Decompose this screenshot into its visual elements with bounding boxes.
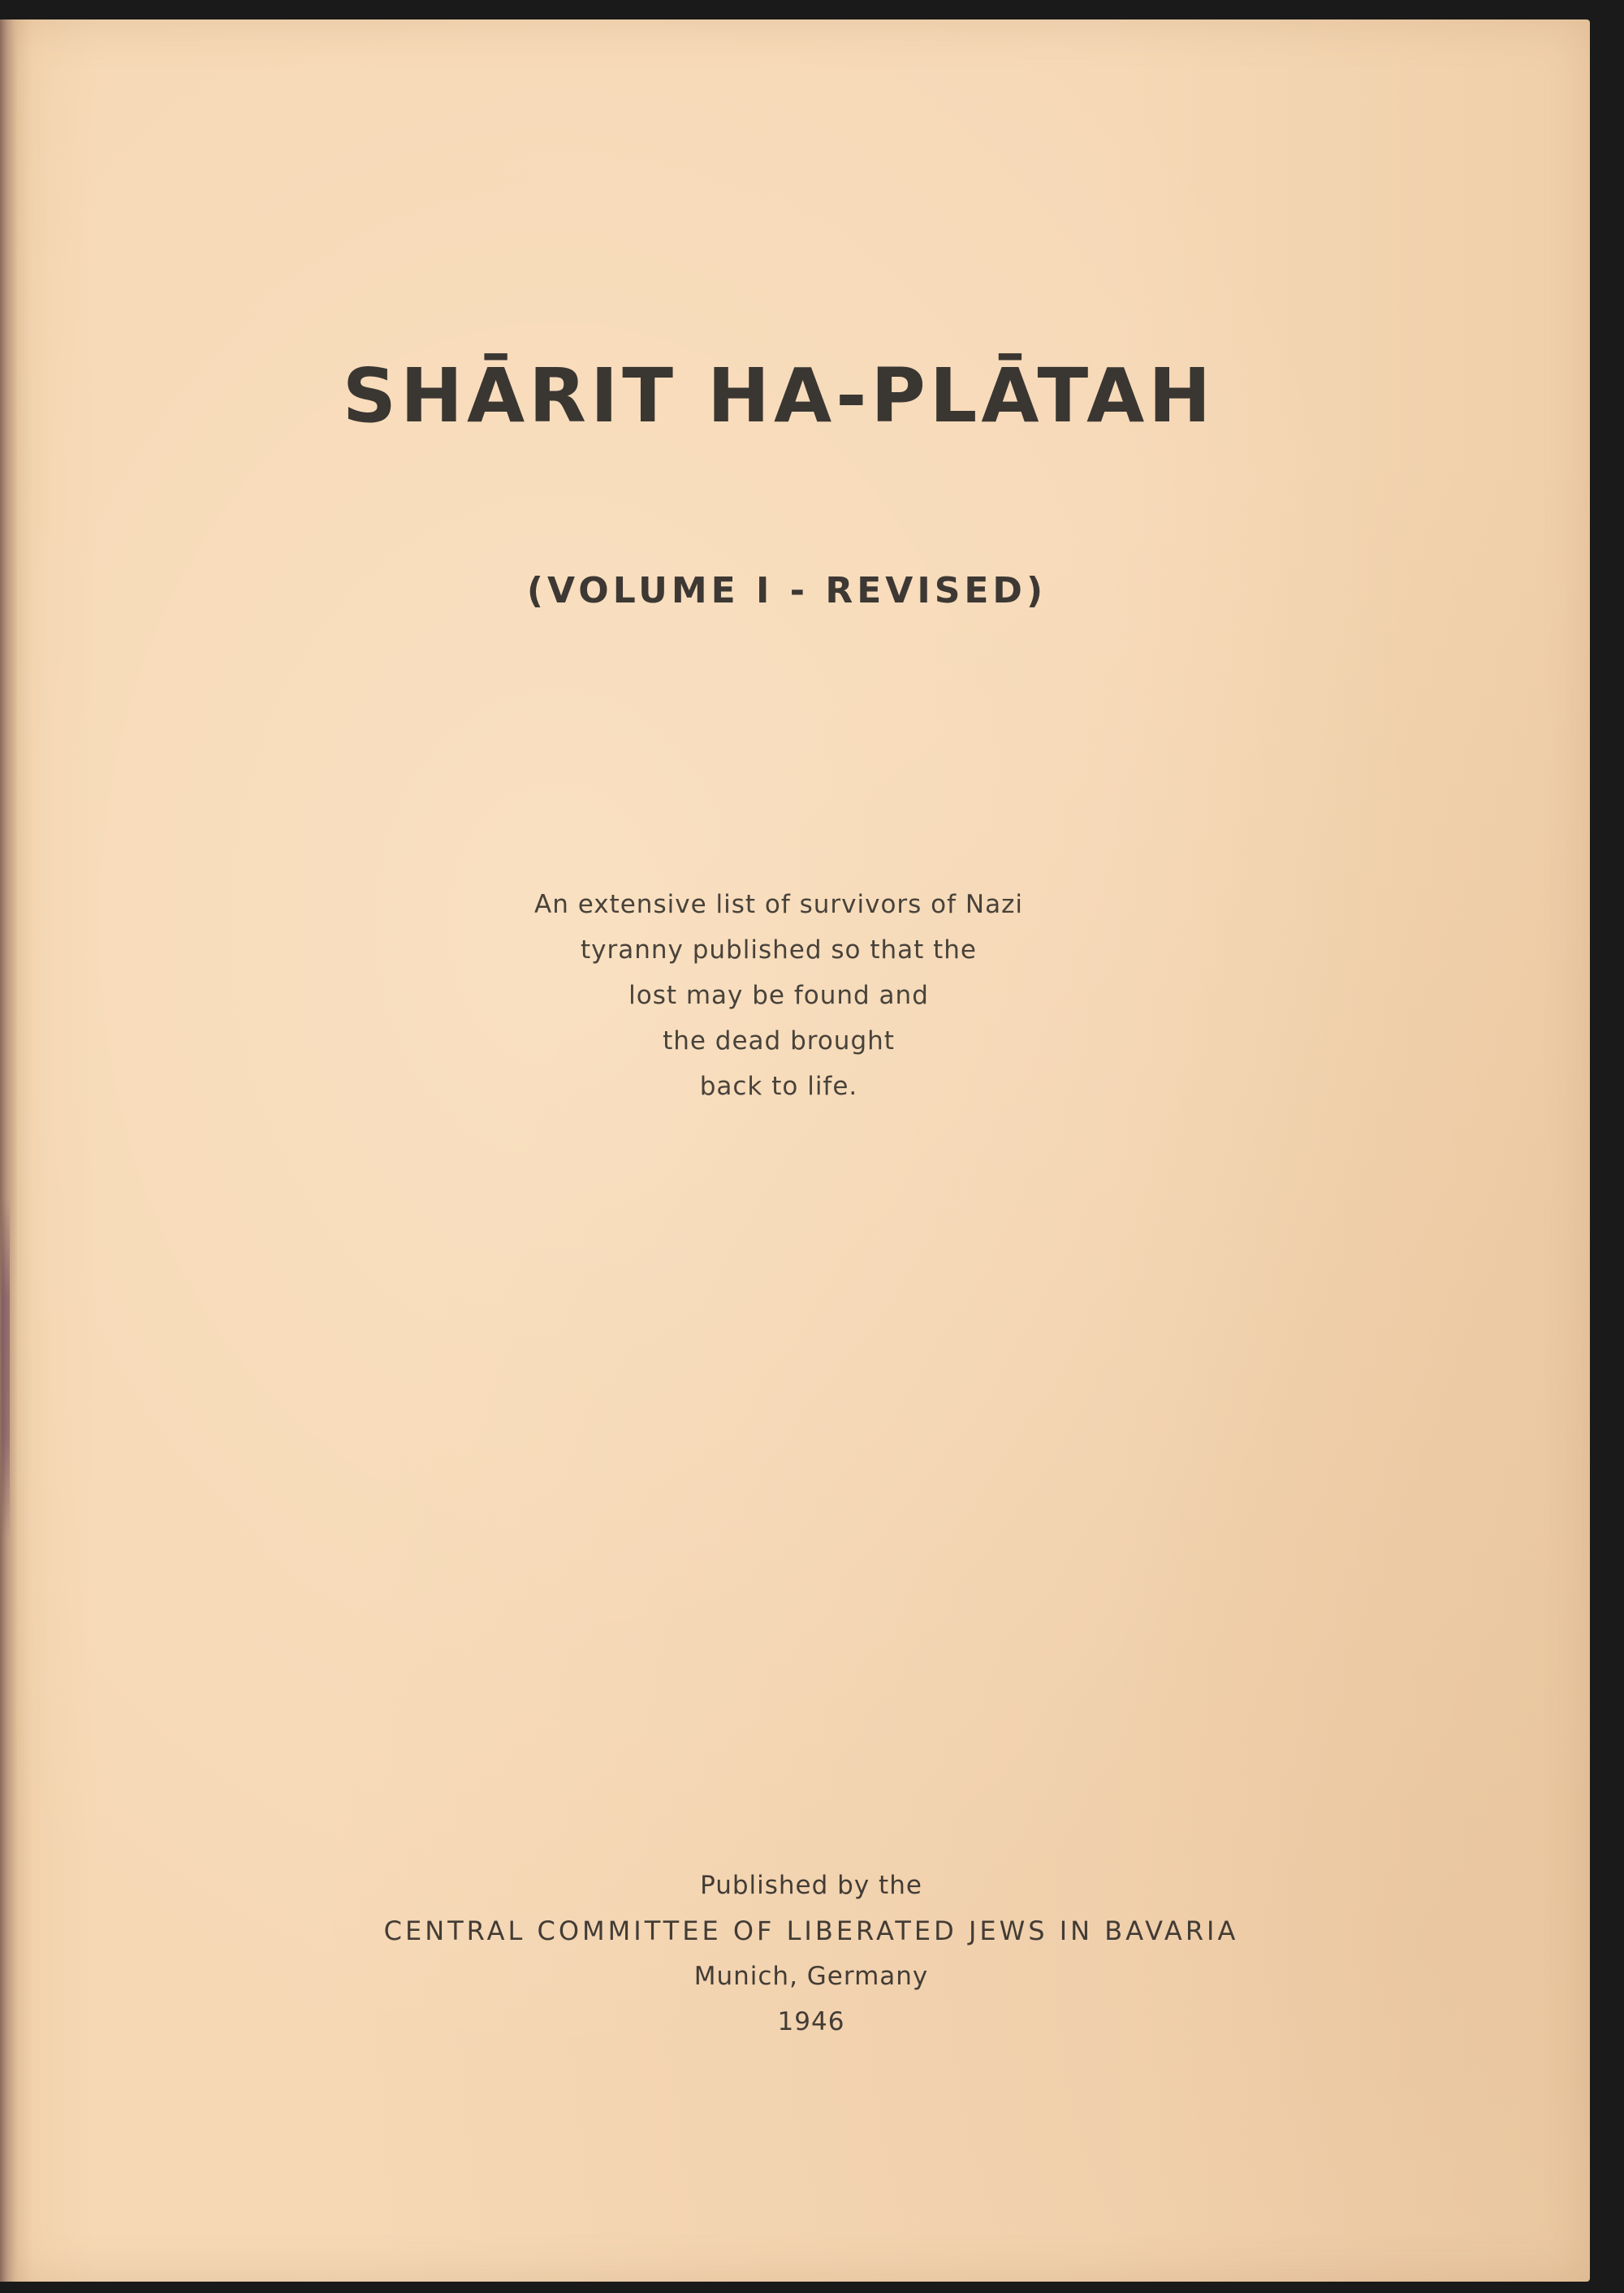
publication-year: 1946 (777, 2007, 845, 2036)
publisher-organization: CENTRAL COMMITTEE OF LIBERATED JEWS IN BAVARIA (383, 1915, 1239, 1946)
volume-label: (VOLUME I - REVISED) (526, 570, 1047, 611)
description-line: the dead brought (663, 1026, 895, 1056)
description-line: lost may be found and (628, 981, 929, 1010)
title-page (0, 19, 1590, 2282)
publisher-block (16, 1863, 1606, 2045)
publisher-location: Munich, Germany (693, 1962, 929, 1991)
description-line: back to life. (699, 1072, 858, 1101)
publisher-intro: Published by the (700, 1871, 922, 1900)
description-line: An extensive list of survivors of Nazi (534, 890, 1023, 919)
description (0, 882, 1574, 1109)
spine-stain (2, 1197, 10, 1538)
book-title: SHĀRIT HA-PLĀTAH (342, 352, 1216, 439)
description-line: tyranny published so that the (580, 935, 978, 965)
